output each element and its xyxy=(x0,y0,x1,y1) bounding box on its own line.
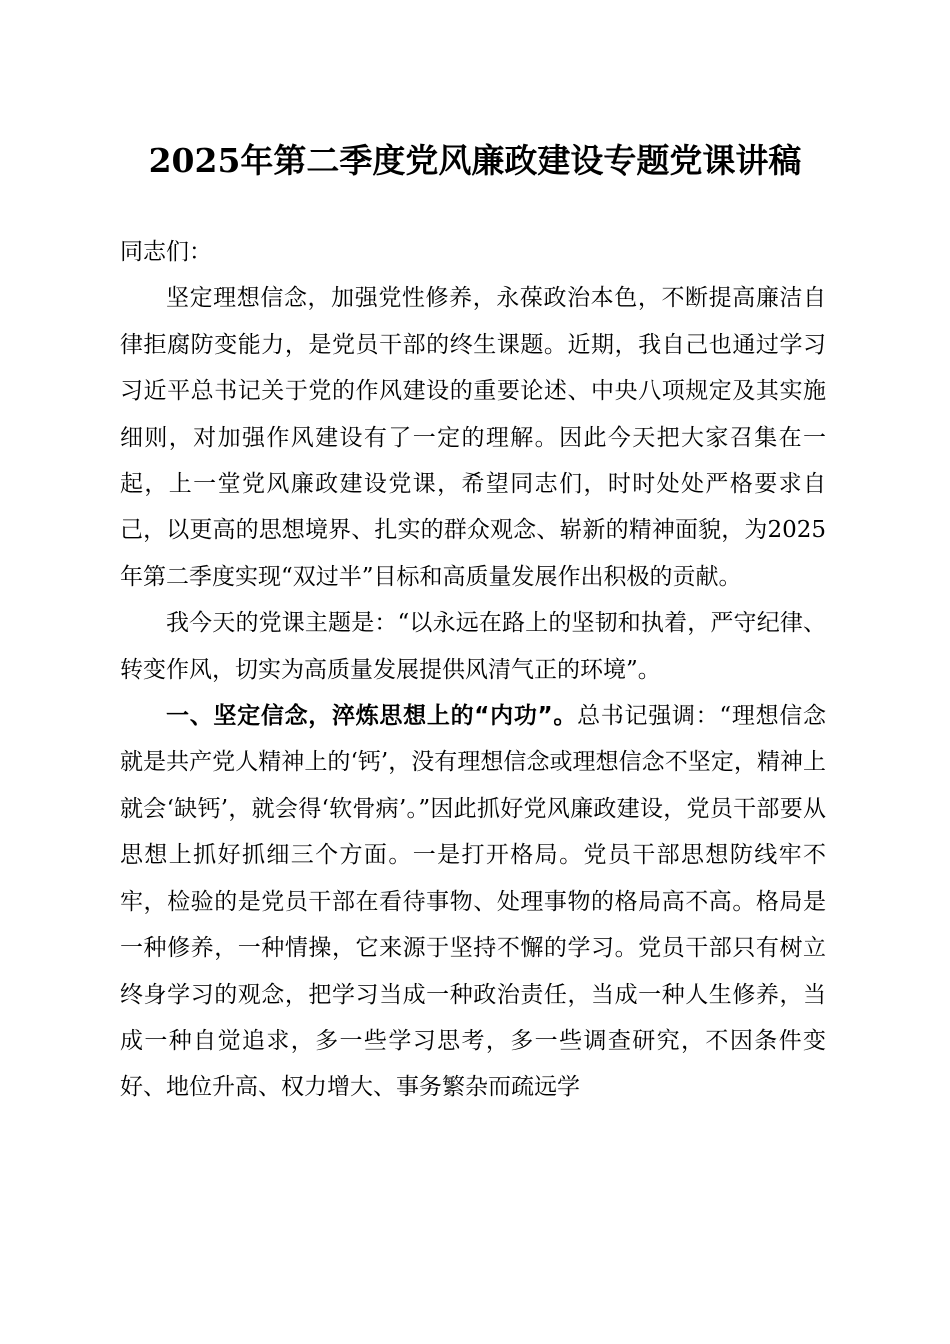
section-one-heading: 一、坚定信念，淬炼思想上的“内功”。 xyxy=(166,703,578,730)
section-one-text: 总书记强调：“理想信念就是共产党人精神上的‘钙’，没有理想信念或理想信念不坚定，精神上就会‘缺钙’，就会得‘软骨病’。”因此抓好党风廉政建设，党员干部要从思想上抓好抓细三个方面。一是打开格局。党员干部思想防线牢不牢，检验的是党员干部在看待事物、处理事物的格局高不高。格局是一种修养，一种情操，它来源于坚持不懈的学习。党员干部只有树立终身学习的观念，把学习当成一种政治责任，当成一种人生修养，当成一种自觉追求，多一些学习思考，多一些调查研究，不因条件变好、地位升高、权力增大、事务繁杂而疏远学 xyxy=(120,703,826,1101)
paragraph-section-one xyxy=(120,693,826,1111)
document-title: 2025年第二季度党风廉政建设专题党课讲稿 xyxy=(148,141,802,180)
paragraph-theme: 我今天的党课主题是：“以永远在路上的坚韧和执着，严守纪律、转变作风，切实为高质量发展提供风清气正的环境”。 xyxy=(120,610,826,683)
paragraph-intro: 坚定理想信念，加强党性修养，永葆政治本色，不断提高廉洁自律拒腐防变能力，是党员干部的终生课题。近期，我自己也通过学习习近平总书记关于党的作风建设的重要论述、中央八项规定及其实施细则，对加强作风建设有了一定的理解。因此今天把大家召集在一起，上一堂党风廉政建设党课，希望同志们，时时处处严格要求自己，以更高的思想境界、扎实的群众观念、崭新的精神面貌，为2025年第二季度实现“双过半”目标和高质量发展作出积极的贡献。 xyxy=(120,285,826,590)
document-body xyxy=(120,229,826,1111)
salutation: 同志们： xyxy=(120,239,212,265)
